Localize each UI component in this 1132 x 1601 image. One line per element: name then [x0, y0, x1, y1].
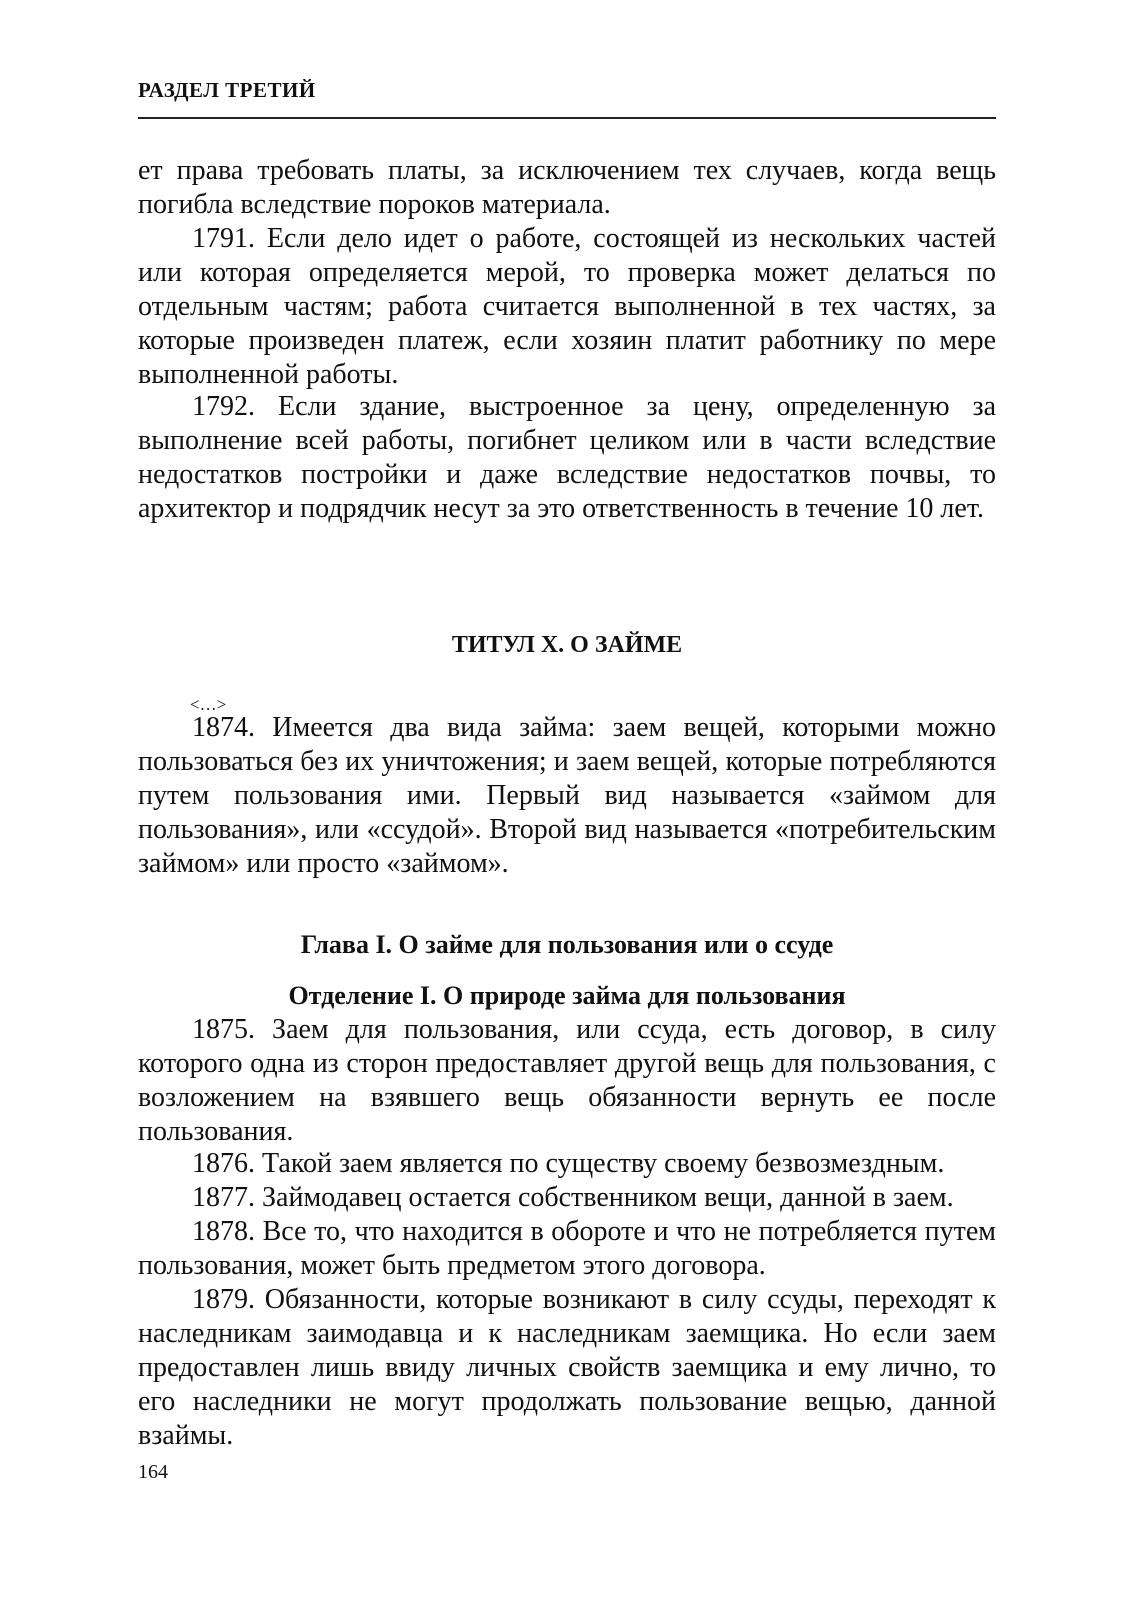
paragraph-1791: 1791. Если дело идет о работе, состоящей из нескольких частей или которая определяется мерой, то проверка может делаться по отдельным частям; работа считается выполненной в тех частях, за которые произведен платеж, если хозяин платит работнику по мере выполненной работы. — [138, 223, 996, 390]
document-page — [138, 0, 996, 1601]
paragraph-continuation: ет права требовать платы, за исключением тех случаев, когда вещь погибла вследствие пороков материала. — [138, 155, 996, 220]
paragraph-1879: 1879. Обязанности, которые возникают в силу ссуды, переходят к наследникам заимодавца и к наследникам заемщика. Но если заем предоставлен лишь ввиду личных свойств заемщика и ему лично, то его наследники не могут продолжать пользование вещью, данной взаймы. — [138, 1284, 996, 1451]
chapter-heading: Глава I. О займе для пользования или о ссуде — [300, 930, 834, 959]
paragraph-1875: 1875. Заем для пользования, или ссуда, есть договор, в силу которого одна из сторон предоставляет другой вещь для пользования, с возложением на взявшего вещь обязанности вернуть ее после пользования. — [138, 1014, 996, 1147]
section-heading: Отделение I. О природе займа для пользования — [288, 981, 846, 1010]
paragraph-1877: 1877. Займодавец остается собственником вещи, данной в заем. — [192, 1182, 954, 1213]
paragraph-1876: 1876. Такой заем является по существу своему безвозмездным. — [192, 1148, 945, 1179]
paragraph-1878: 1878. Все то, что находится в обороте и что не потребляется путем пользования, может быть предметом этого договора. — [138, 1216, 996, 1281]
omission-marker: <…> — [190, 695, 227, 714]
title-heading: ТИТУЛ X. О ЗАЙМЕ — [451, 632, 683, 658]
paragraph-1792: 1792. Если здание, выстроенное за цену, определенную за выполнение всей работы, погибнет целиком или в части вследствие недостатков постройки и даже вследствие недостатков почвы, то архитектор и подрядчик несут за это ответственность в течение 10 лет. — [138, 391, 996, 524]
paragraph-1874: 1874. Имеется два вида займа: заем вещей, которыми можно пользоваться без их уничтожения; и заем вещей, которые потребляются путем пользования ими. Первый вид называется «займом для пользования», или «ссудой». Второй вид называется «потребительским займом» или просто «займом». — [138, 712, 996, 879]
header-rule — [138, 117, 996, 119]
page-number: 164 — [138, 1461, 168, 1483]
running-header: РАЗДЕЛ ТРЕТИЙ — [138, 78, 316, 102]
